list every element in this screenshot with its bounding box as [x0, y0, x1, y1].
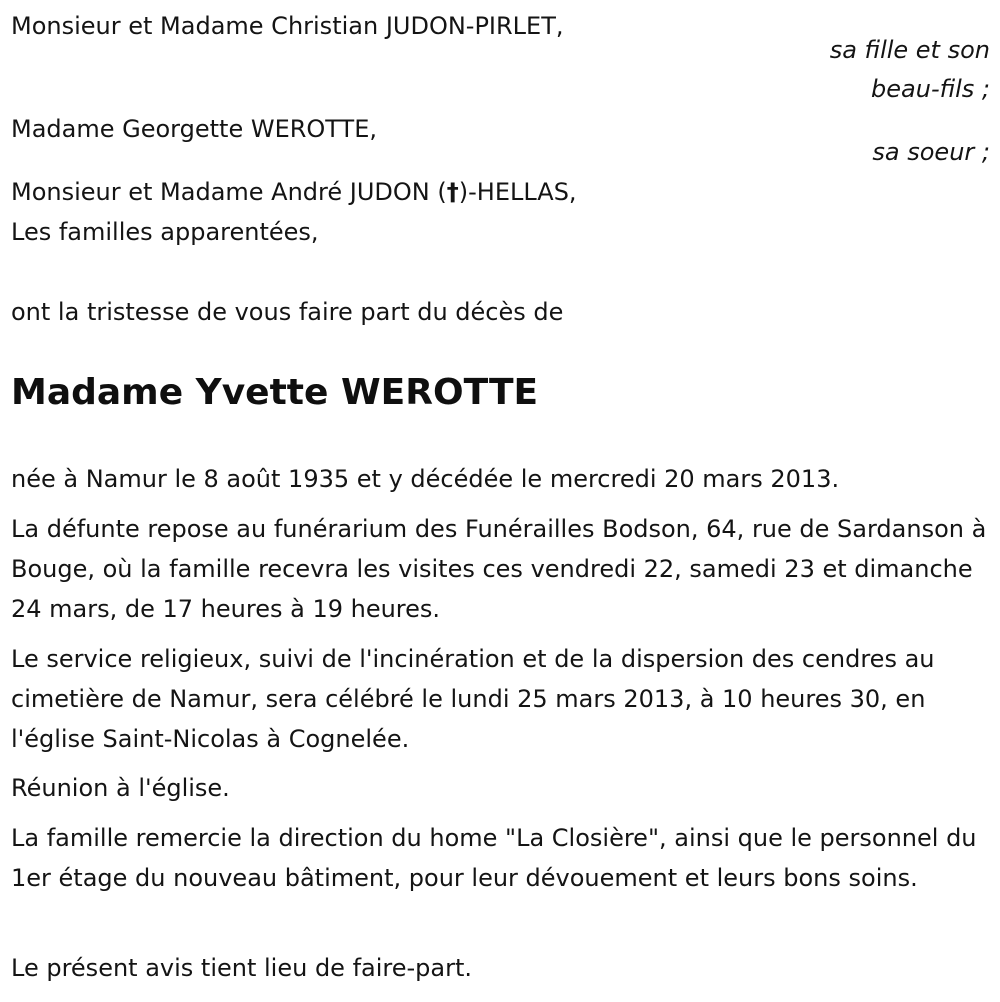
- family-line-judon-hellas-start: Monsieur et Madame André JUDON (: [11, 178, 447, 206]
- family-line-judon-hellas-end: )-HELLAS,: [458, 178, 577, 206]
- relation-sister: sa soeur ;: [872, 138, 990, 166]
- deceased-name: Madame Yvette WEROTTE: [11, 372, 539, 413]
- cross-symbol: †: [446, 178, 459, 206]
- thanks-paragraph: La famille remercie la direction du home "La Closière", ainsi que le personnel du 1er étage du nouveau bâtiment, pour leur dévouement et leurs bons soins.: [11, 824, 977, 892]
- family-line-judon-pirlet: Monsieur et Madame Christian JUDON-PIRLET,: [11, 12, 564, 40]
- relation-daughter-son-in-law-b: beau-fils ;: [871, 75, 990, 103]
- meeting-paragraph: Réunion à l'église.: [11, 774, 230, 802]
- family-line-georgette-werotte: Madame Georgette WEROTTE,: [11, 115, 377, 143]
- closing-paragraph: Le présent avis tient lieu de faire-part.: [11, 954, 473, 982]
- family-line-relatives: Les familles apparentées,: [11, 218, 319, 246]
- family-line-judon-hellas: [11, 172, 577, 212]
- announcement-text: ont la tristesse de vous faire part du décès de: [11, 298, 564, 326]
- relation-daughter-son-in-law-a: sa fille et son: [829, 36, 990, 64]
- service-paragraph: Le service religieux, suivi de l'incinération et de la dispersion des cendres au cimetière de Namur, sera célébré le lundi 25 mars 2013, à 10 heures 30, en l'église Saint-Nicolas à Cognelée.: [11, 645, 935, 753]
- birth-death-paragraph: née à Namur le 8 août 1935 et y décédée le mercredi 20 mars 2013.: [11, 465, 840, 493]
- visitation-paragraph: La défunte repose au funérarium des Funérailles Bodson, 64, rue de Sardanson à Bouge, où la famille recevra les visites ces vendredi 22, samedi 23 et dimanche 24 mars, de 17 heures à 19 heures.: [11, 515, 987, 623]
